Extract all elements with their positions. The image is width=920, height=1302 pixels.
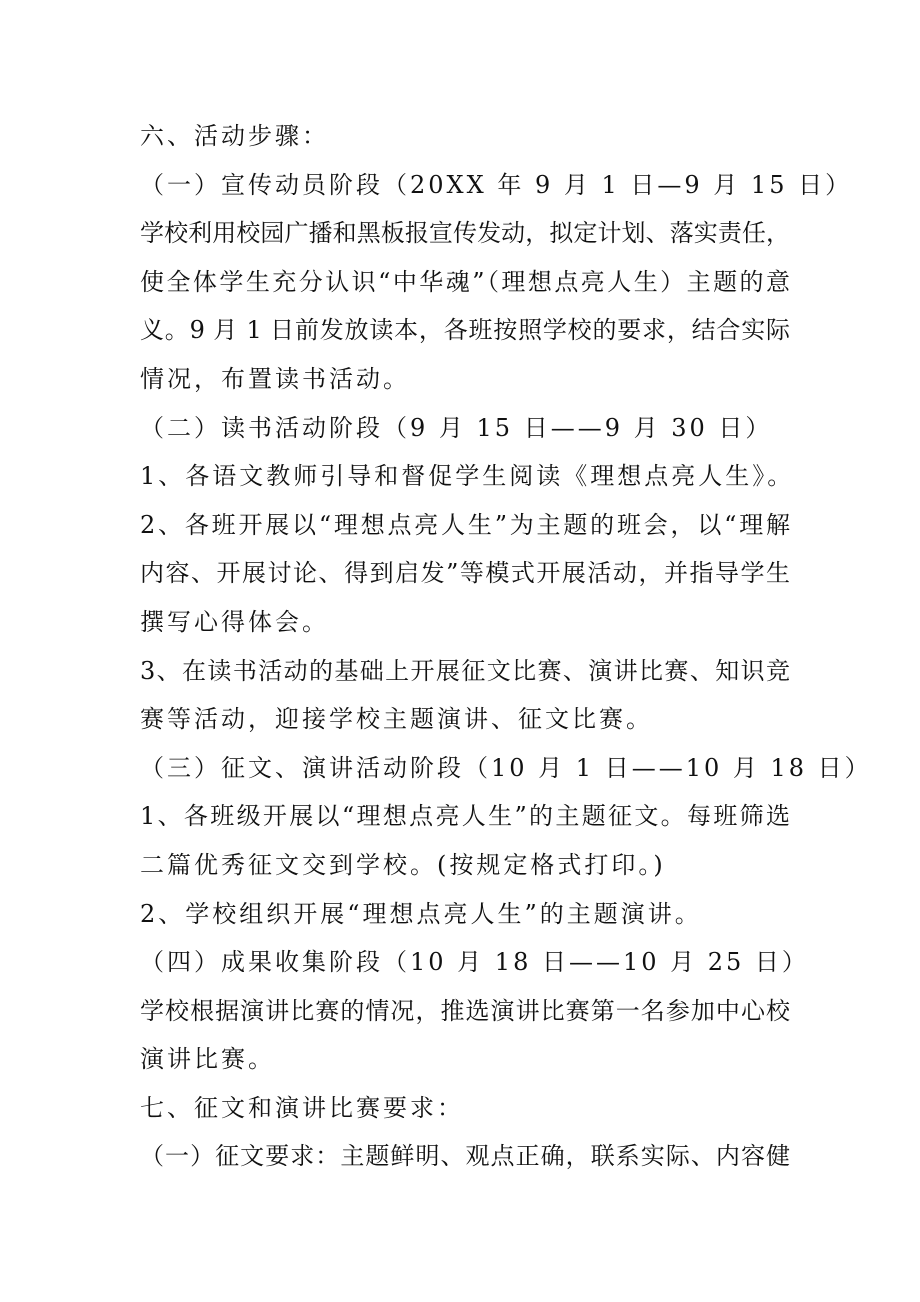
- text-line: 二篇优秀征文交到学校。(按规定格式打印。): [140, 850, 666, 879]
- text-line: 义。9 月 1 日前发放读本，各班按照学校的要求，结合实际: [140, 316, 790, 345]
- text-line: 使全体学生充分认识“中华魂”（理想点亮人生）主题的意: [140, 267, 790, 296]
- text-line: 学校根据演讲比赛的情况，推选演讲比赛第一名参加中心校: [140, 996, 790, 1025]
- text-line: 六、活动步骤：: [140, 122, 329, 150]
- text-line: 学校利用校园广播和黑板报宣传发动，拟定计划、落实责任，: [140, 219, 790, 248]
- document-body: [140, 112, 872, 1181]
- text-line: （一）宣传动员阶段（20XX 年 9 月 1 日—9 月 15 日）: [140, 170, 853, 199]
- text-line: 情况，布置读书活动。: [140, 364, 410, 393]
- text-line: （四）成果收集阶段（10 月 18 日——10 月 25 日）: [140, 948, 809, 977]
- text-line: 赛等活动，迎接学校主题演讲、征文比赛。: [140, 705, 653, 734]
- text-line: 内容、开展讨论、得到启发”等模式开展活动，并指导学生: [140, 559, 790, 588]
- text-line: 1、各语文教师引导和督促学生阅读《理想点亮人生》。: [140, 462, 795, 491]
- text-line: （二）读书活动阶段（9 月 15 日——9 月 30 日）: [140, 413, 773, 442]
- text-line: 演讲比赛。: [140, 1045, 275, 1074]
- text-line: （三）征文、演讲活动阶段（10 月 1 日——10 月 18 日）: [140, 753, 872, 782]
- text-line: 撰写心得体会。: [140, 607, 329, 636]
- text-line: 七、征文和演讲比赛要求：: [140, 1093, 464, 1122]
- text-line: 2、各班开展以“理想点亮人生”为主题的班会，以“理解: [140, 510, 790, 539]
- text-line: 2、学校组织开展“理想点亮人生”的主题演讲。: [140, 899, 702, 928]
- text-line: 1、各班级开展以“理想点亮人生”的主题征文。每班筛选: [140, 802, 790, 831]
- text-line: （一）征文要求：主题鲜明、观点正确，联系实际、内容健: [140, 1142, 790, 1171]
- text-line: 3、在读书活动的基础上开展征文比赛、演讲比赛、知识竞: [140, 656, 790, 685]
